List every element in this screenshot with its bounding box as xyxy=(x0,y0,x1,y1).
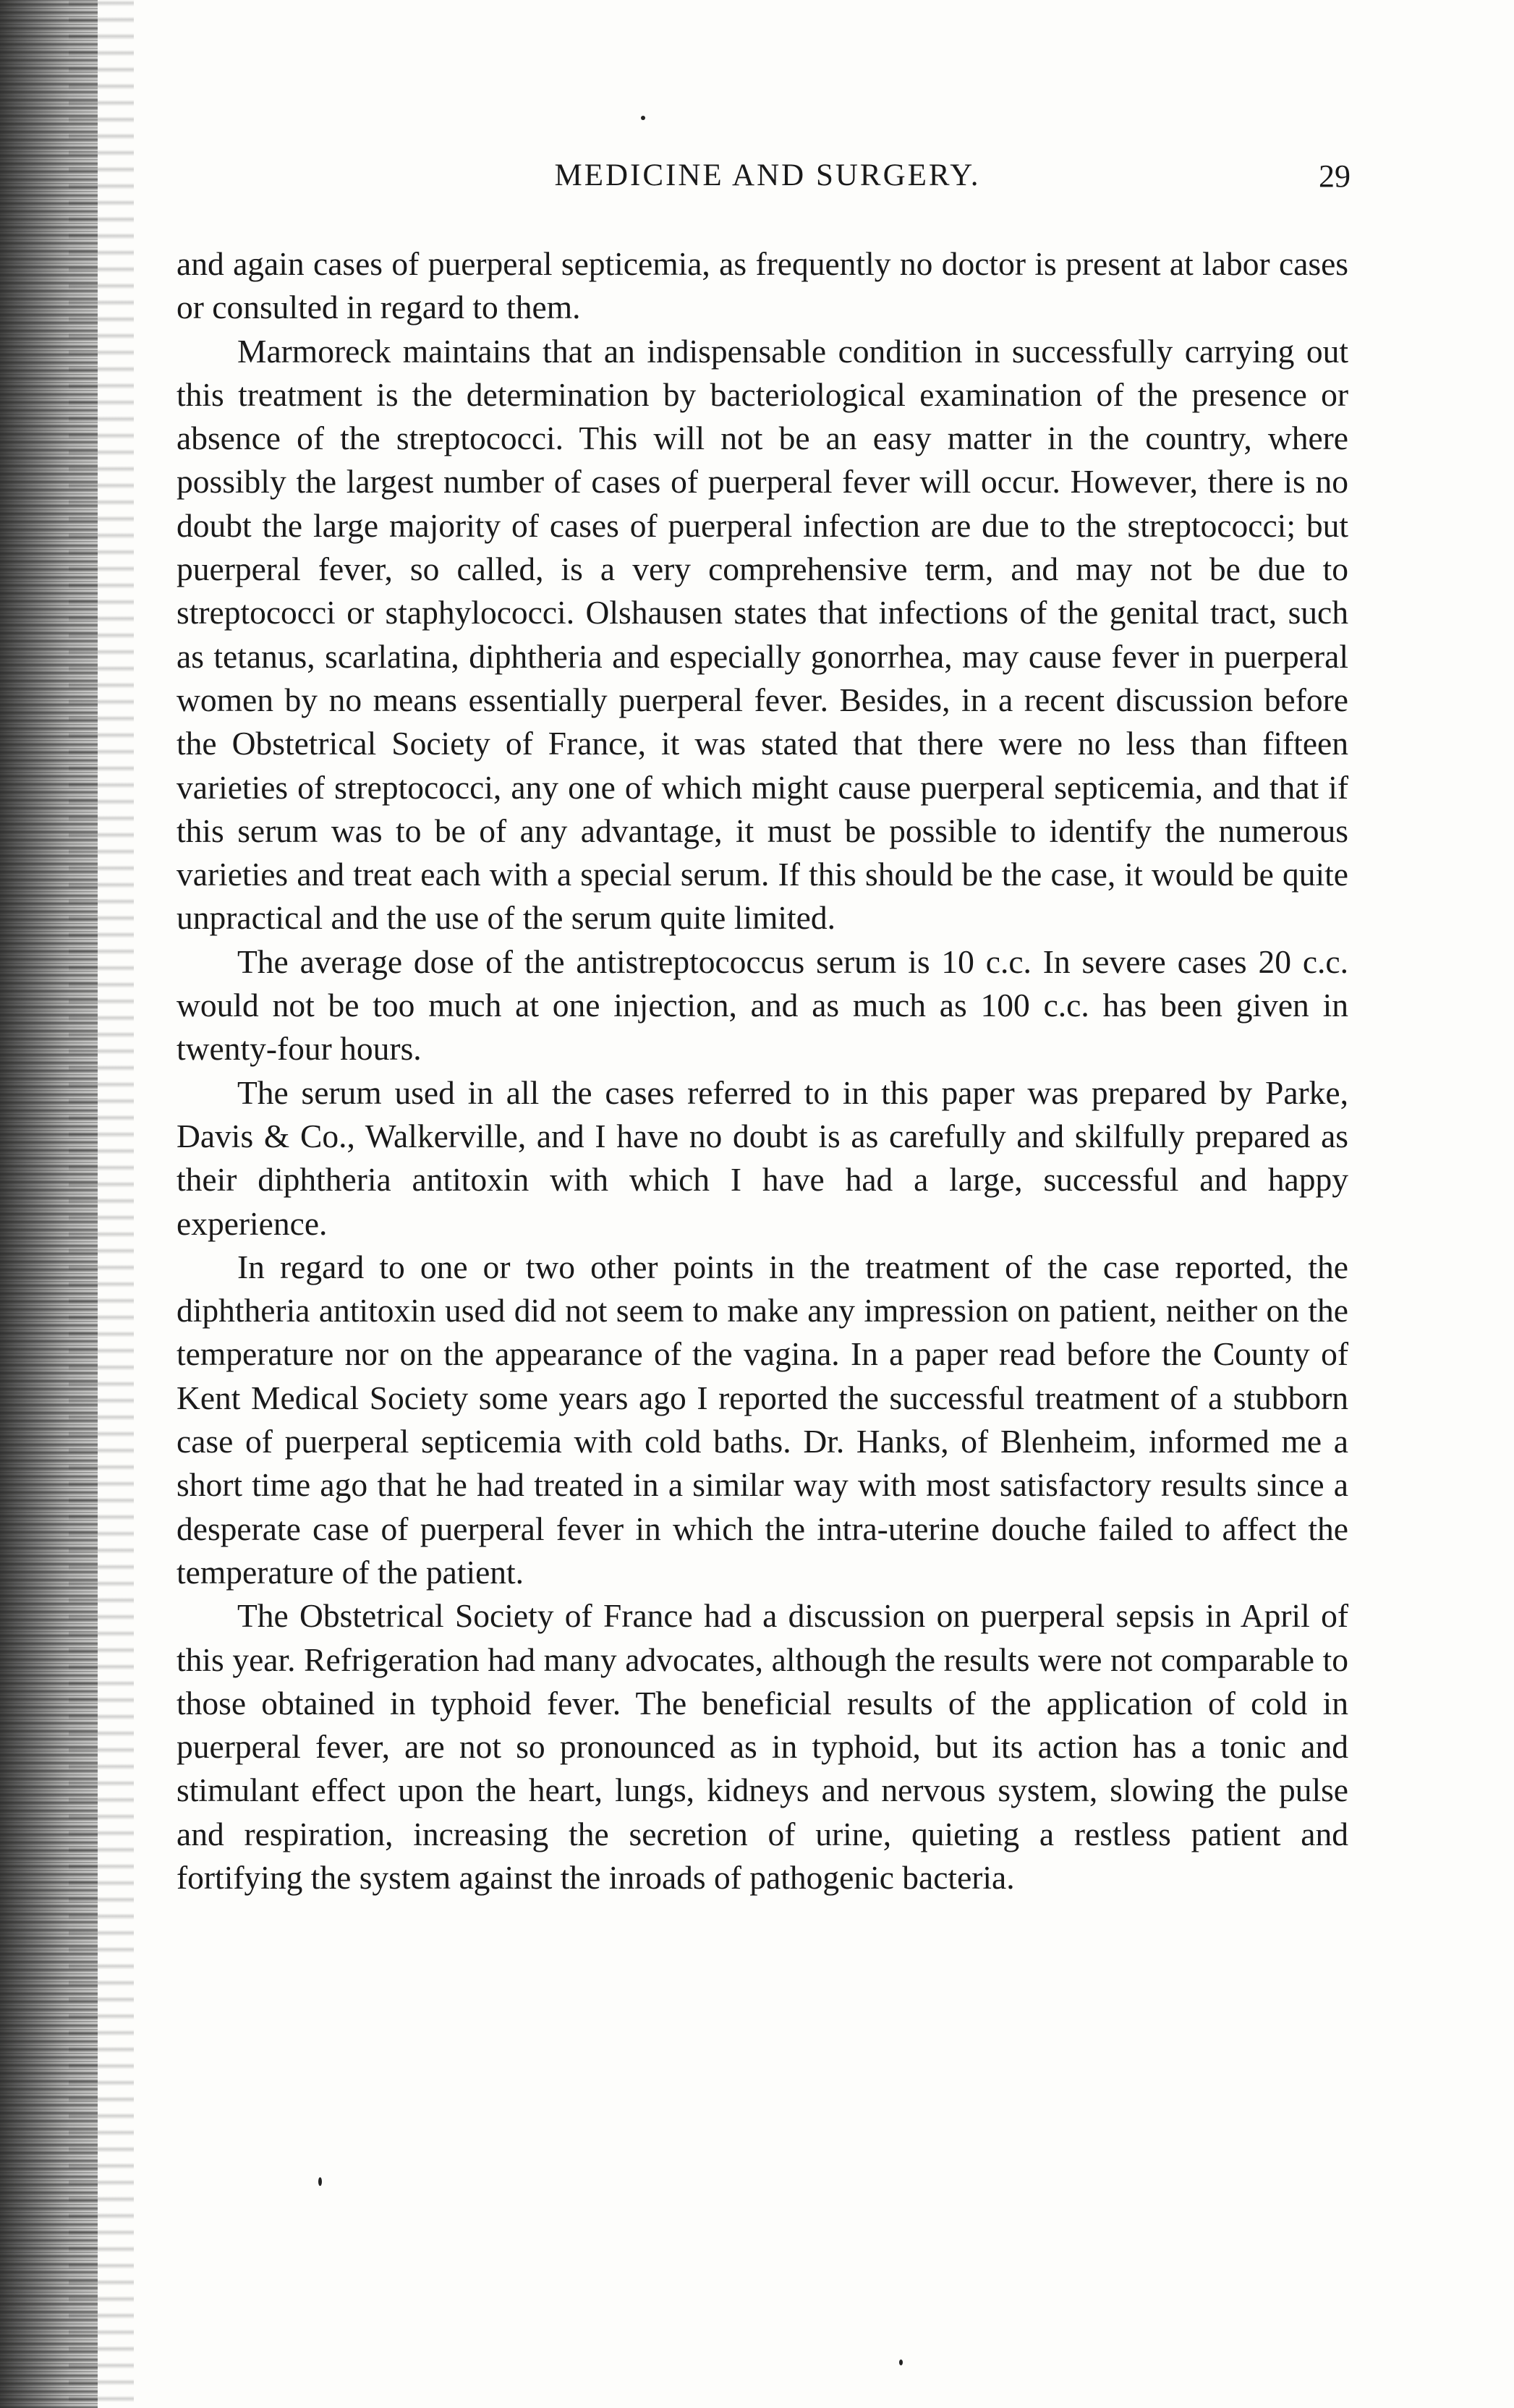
page-header xyxy=(184,158,1351,201)
paragraph-serum-source: The serum used in all the cases referred to in this paper was prepared by Parke, Davis & Co., Walkerville, and I have no doubt is as carefully and skilfully prepared as their diphtheria antitoxin with which I have had a large, successful and happy experience. xyxy=(177,1073,1348,1242)
paragraph-continuation: and again cases of puerperal septicemia, as frequently no doctor is present at labor cases or consulted in regard to them. xyxy=(177,245,1348,326)
scan-speck xyxy=(899,2360,903,2365)
paragraph-other-points: In regard to one or two other points in the treatment of the case reported, the diphtheria antitoxin used did not seem to make any impression on patient, neither on the temperature nor on the appearance of the vagina. In a paper read before the County of Kent Medical Society some years ago I reported the successful treatment of a stubborn case of puerperal septicemia with cold baths. Dr. Hanks, of Blenheim, informed me a short time ago that he had treated in a similar way with most satisfactory results since a desperate case of puerperal fever in which the intra-uterine douche failed to affect the temperature of the patient. xyxy=(177,1248,1348,1591)
binding-speckle xyxy=(69,0,134,2408)
scan-speck xyxy=(318,2177,322,2186)
paragraph-dose: The average dose of the antistreptococcus serum is 10 c.c. In severe cases 20 c.c. would not be too much at one injection, and as much as 100 c.c. has been given in twenty-four hours. xyxy=(177,943,1348,1068)
paragraph-obstetrical-society: The Obstetrical Society of France had a discussion on puerperal sepsis in April of this year. Refrigeration had many advocates, although the results were not comparable to those obtained in typhoid fever. The beneficial results of the application of cold in puerperal fever, are not so pronounced as in typhoid, but its action has a tonic and stimulant effect upon the heart, lungs, kidneys and nervous system, slowing the pulse and respiration, increasing the secretion of urine, quieting a restless patient and fortifying the system against the inroads of pathogenic bacteria. xyxy=(177,1597,1348,1896)
paragraph-marmoreck: Marmoreck maintains that an indispensable condition in successfully carrying out this treatment is the determination by bacteriological examination of the presence or absence of the streptococci. This will not be an easy matter in the country, where possibly the largest number of cases of puerperal fever will occur. However, there is no doubt the large majority of cases of puerperal infection are due to the streptococci; but puerperal fever, so called, is a very comprehensive term, and may not be due to streptococci or staphylococci. Olshausen states that infections of the genital tract, such as tetanus, scarlatina, diphtheria and especially gonorrhea, may cause fever in puerperal women by no means essentially puerperal fever. Besides, in a recent discussion before the Obstetrical Society of France, it was stated that there were no less than fifteen varieties of streptococci, any one of which might cause puerperal septicemia, and that if this serum was to be of any advantage, it must be possible to identify the numerous varieties and treat each with a special serum. If this should be the case, it would be quite unpractical and the use of the serum quite limited. xyxy=(177,332,1348,937)
body-text xyxy=(177,242,1348,1899)
running-head: MEDICINE AND SURGERY. xyxy=(554,158,981,192)
scan-speck xyxy=(641,116,645,120)
page-number: 29 xyxy=(1319,158,1351,194)
